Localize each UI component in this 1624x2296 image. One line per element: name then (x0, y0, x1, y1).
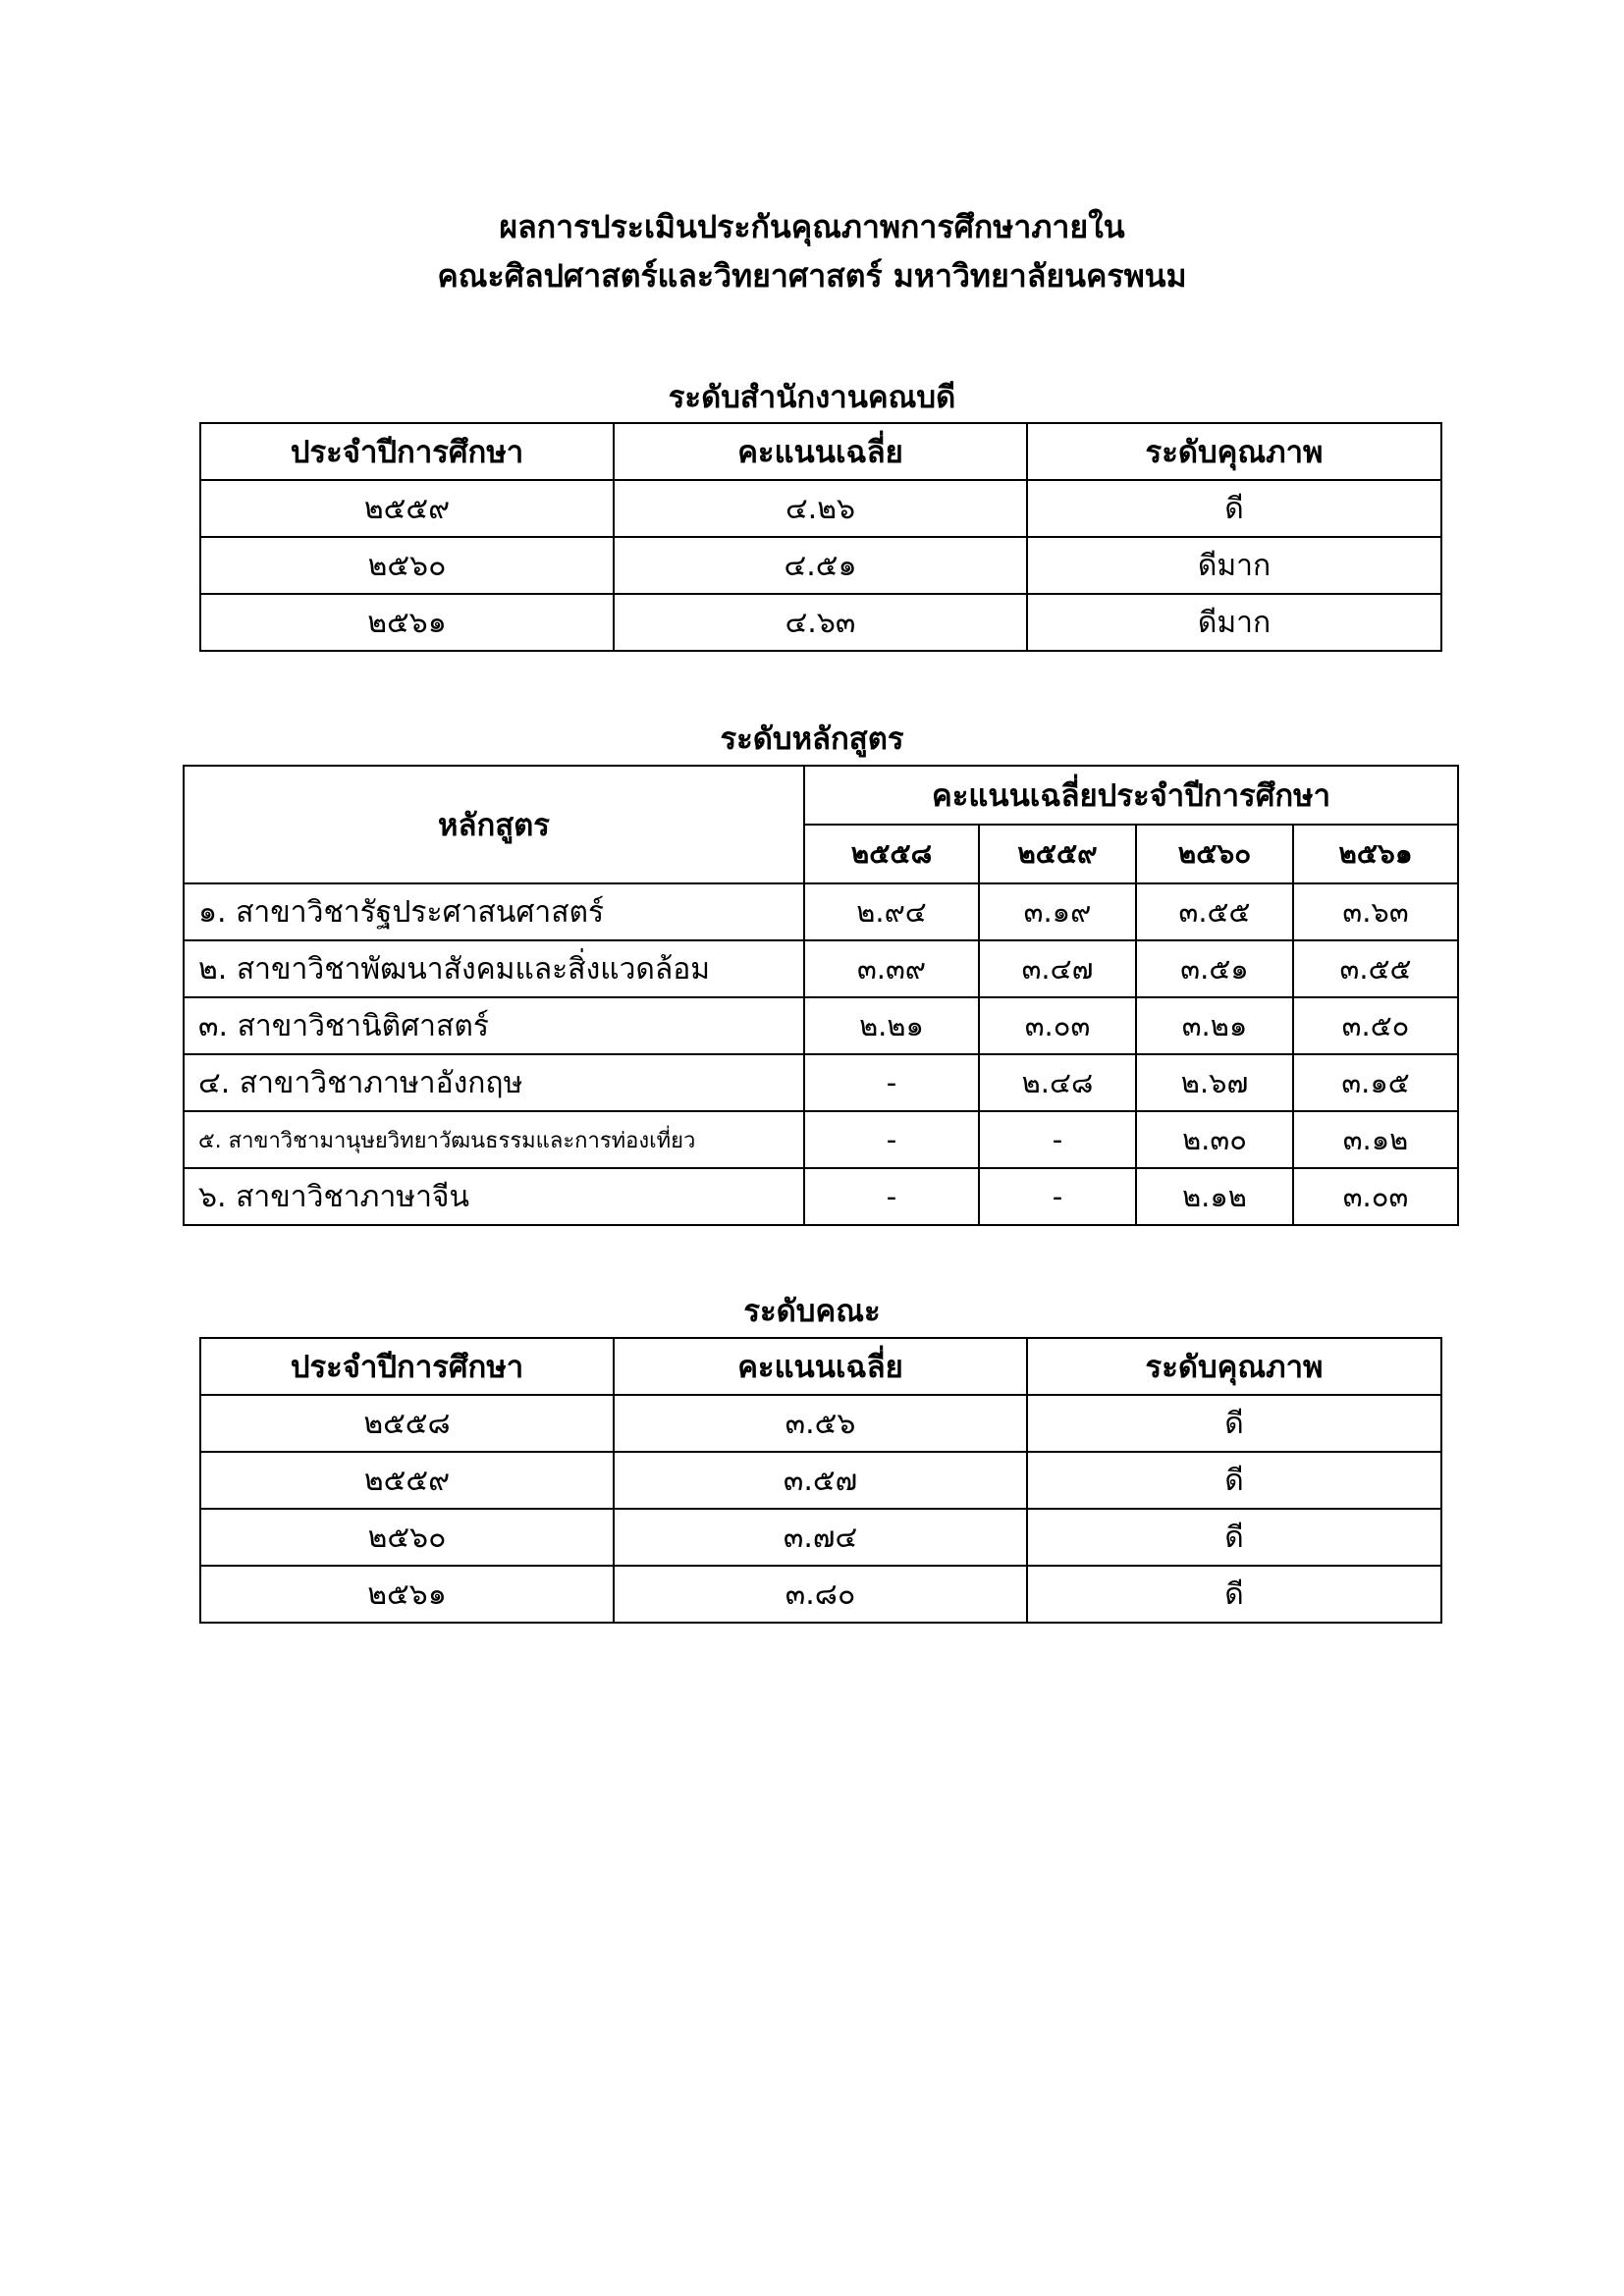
table-header-row (184, 766, 1458, 825)
year-cell: ๒๕๖๑ (200, 594, 614, 651)
year-cell: ๒๕๖๑ (200, 1566, 614, 1623)
score-cell: ๔.๕๑ (614, 537, 1027, 594)
table-row (200, 1452, 1441, 1509)
program-name: ๒. สาขาวิชาพัฒนาสังคมและสิ่งแวดล้อม (184, 940, 804, 997)
program-name: ๑. สาขาวิชารัฐประศาสนศาสตร์ (184, 883, 804, 940)
score-cell: ๒.๒๑ (804, 997, 979, 1054)
quality-cell: ดี (1027, 480, 1441, 537)
score-cell: ๓.๐๓ (979, 997, 1136, 1054)
header-year: ๒๕๕๘ (804, 825, 979, 883)
program-name: ๕. สาขาวิชามานุษยวิทยาวัฒนธรรมและการท่องเที่ยว (184, 1111, 804, 1168)
header-year: ๒๕๕๙ (979, 825, 1136, 883)
table-row (200, 1509, 1441, 1566)
title-line-1: ผลการประเมินประกันคุณภาพการศึกษาภายใน (499, 208, 1125, 245)
score-cell: ๒.๑๒ (1136, 1168, 1293, 1225)
score-cell: ๓.๑๒ (1293, 1111, 1458, 1168)
programs-table (183, 765, 1459, 1226)
document-title (0, 202, 1624, 300)
score-cell: - (804, 1168, 979, 1225)
score-cell: ๓.๘๐ (614, 1566, 1027, 1623)
header-year: ประจำปีการศึกษา (200, 423, 614, 480)
score-cell: ๔.๒๖ (614, 480, 1027, 537)
table-row (184, 1168, 1458, 1225)
dean-office-heading: ระดับสำนักงานคณบดี (668, 380, 956, 415)
quality-cell: ดี (1027, 1509, 1441, 1566)
table-header-row (200, 1338, 1441, 1395)
table-row (200, 480, 1441, 537)
score-cell: ๓.๕๐ (1293, 997, 1458, 1054)
header-quality: ระดับคุณภาพ (1027, 1338, 1441, 1395)
table-header-row (200, 423, 1441, 480)
table-row (184, 883, 1458, 940)
faculty-table (199, 1337, 1442, 1624)
header-year: ๒๕๖๐ (1136, 825, 1293, 883)
quality-cell: ดีมาก (1027, 594, 1441, 651)
score-cell: ๓.๑๙ (979, 883, 1136, 940)
score-cell: ๓.๔๗ (979, 940, 1136, 997)
header-quality: ระดับคุณภาพ (1027, 423, 1441, 480)
header-score: คะแนนเฉลี่ย (614, 1338, 1027, 1395)
year-cell: ๒๕๖๐ (200, 1509, 614, 1566)
table-row (184, 997, 1458, 1054)
year-cell: ๒๕๖๐ (200, 537, 614, 594)
score-cell: ๓.๕๕ (1293, 940, 1458, 997)
score-cell: - (804, 1054, 979, 1111)
quality-cell: ดีมาก (1027, 537, 1441, 594)
score-cell: ๒.๓๐ (1136, 1111, 1293, 1168)
header-program: หลักสูตร (184, 766, 804, 883)
score-cell: ๓.๕๗ (614, 1452, 1027, 1509)
year-cell: ๒๕๕๙ (200, 480, 614, 537)
program-name: ๔. สาขาวิชาภาษาอังกฤษ (184, 1054, 804, 1111)
year-cell: ๒๕๕๙ (200, 1452, 614, 1509)
quality-cell: ดี (1027, 1452, 1441, 1509)
score-cell: ๔.๖๓ (614, 594, 1027, 651)
header-score: คะแนนเฉลี่ย (614, 423, 1027, 480)
score-cell: ๓.๕๑ (1136, 940, 1293, 997)
faculty-heading: ระดับคณะ (743, 1294, 881, 1329)
header-year: ประจำปีการศึกษา (200, 1338, 614, 1395)
score-cell: ๓.๕๕ (1136, 883, 1293, 940)
table-row (200, 594, 1441, 651)
score-cell: ๓.๕๖ (614, 1395, 1027, 1452)
header-year: ๒๕๖๑ (1293, 825, 1458, 883)
score-cell: - (804, 1111, 979, 1168)
score-cell: ๓.๒๑ (1136, 997, 1293, 1054)
table-row (200, 537, 1441, 594)
score-cell: ๓.๓๙ (804, 940, 979, 997)
table-row (200, 1566, 1441, 1623)
score-cell: ๒.๙๔ (804, 883, 979, 940)
quality-cell: ดี (1027, 1395, 1441, 1452)
score-cell: ๓.๗๔ (614, 1509, 1027, 1566)
score-cell: ๓.๖๓ (1293, 883, 1458, 940)
score-cell: ๓.๐๓ (1293, 1168, 1458, 1225)
dean-office-table (199, 422, 1442, 652)
score-cell: ๒.๔๘ (979, 1054, 1136, 1111)
table-row (200, 1395, 1441, 1452)
score-cell: ๓.๑๕ (1293, 1054, 1458, 1111)
score-cell: ๒.๖๗ (1136, 1054, 1293, 1111)
quality-cell: ดี (1027, 1566, 1441, 1623)
table-row (184, 1111, 1458, 1168)
header-score-group: คะแนนเฉลี่ยประจำปีการศึกษา (804, 766, 1458, 825)
score-cell: - (979, 1111, 1136, 1168)
score-cell: - (979, 1168, 1136, 1225)
year-cell: ๒๕๕๘ (200, 1395, 614, 1452)
program-name: ๓. สาขาวิชานิติศาสตร์ (184, 997, 804, 1054)
programs-heading: ระดับหลักสูตร (720, 721, 904, 757)
title-line-2: คณะศิลปศาสตร์และวิทยาศาสตร์ มหาวิทยาลัยนครพนม (437, 257, 1187, 294)
table-row (184, 940, 1458, 997)
program-name: ๖. สาขาวิชาภาษาจีน (184, 1168, 804, 1225)
table-row (184, 1054, 1458, 1111)
